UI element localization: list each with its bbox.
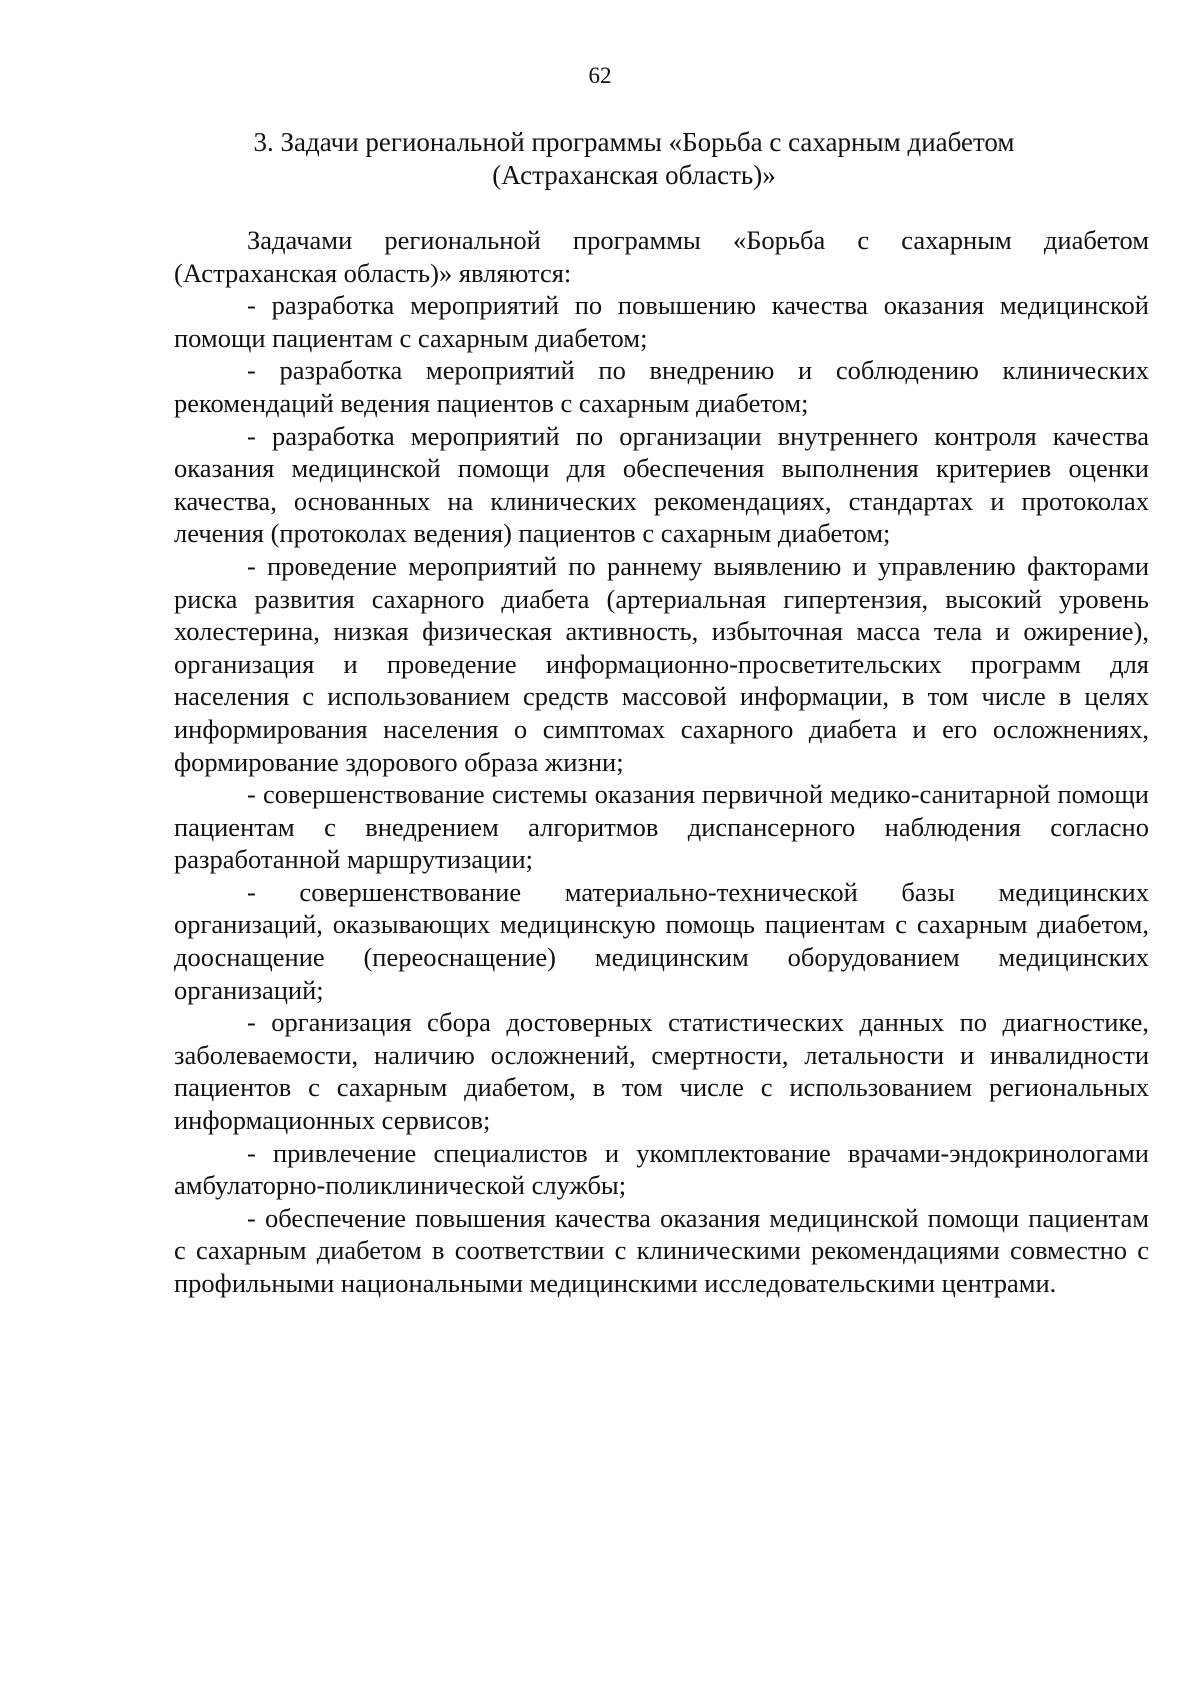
task-item: - организация сбора достоверных статистических данных по диагностике, заболеваемости, наличию осложнений, смертности, летальности и инвалидности пациентов с сахарным диабетом, в том числе с использованием региональных информационных сервисов; xyxy=(174,1007,1149,1136)
task-item: - обеспечение повышения качества оказания медицинской помощи пациентам с сахарным диабетом в соответствии с клиническими рекомендациями совместно с профильными национальными медицинскими исследовательскими центрами. xyxy=(174,1202,1149,1298)
document-body xyxy=(174,224,1149,1300)
task-item: - проведение мероприятий по раннему выявлению и управлению факторами риска развития сахарного диабета (артериальная гипертензия, высокий уровень холестерина, низкая физическая активность, избыточная масса тела и ожирение), организация и проведение информационно-просветительских программ для населения с использованием средств массовой информации, в том числе в целях информирования населения о симптомах сахарного диабета и его осложнениях, формирование здорового образа жизни; xyxy=(174,550,1149,777)
intro-paragraph: Задачами региональной программы «Борьба с сахарным диабетом (Астраханская область)» являются: xyxy=(174,225,1149,288)
task-item: - совершенствование материально-технической базы медицинских организаций, оказывающих медицинскую помощь пациентам с сахарным диабетом, дооснащение (переоснащение) медицинским оборудованием медицинских организаций; xyxy=(174,876,1149,1005)
task-item: - разработка мероприятий по организации внутреннего контроля качества оказания медицинской помощи для обеспечения выполнения критериев оценки качества, основанных на клинических рекомендациях, стандартах и протоколах лечения (протоколах ведения) пациентов с сахарным диабетом; xyxy=(174,420,1149,549)
task-item: - совершенствование системы оказания первичной медико-санитарной помощи пациентам с внедрением алгоритмов диспансерного наблюдения согласно разработанной маршрутизации; xyxy=(174,779,1149,875)
section-heading: 3. Задачи региональной программы «Борьба с сахарным диабетом (Астраханская область)» xyxy=(253,127,1015,190)
task-item: - разработка мероприятий по внедрению и соблюдению клинических рекомендаций ведения пациентов с сахарным диабетом; xyxy=(174,355,1149,418)
task-item: - привлечение специалистов и укомплектование врачами-эндокринологами амбулаторно-поликлинической службы; xyxy=(174,1137,1149,1201)
page-number: 62 xyxy=(588,63,612,88)
task-item: - разработка мероприятий по повышению качества оказания медицинской помощи пациентам с сахарным диабетом; xyxy=(174,290,1149,353)
